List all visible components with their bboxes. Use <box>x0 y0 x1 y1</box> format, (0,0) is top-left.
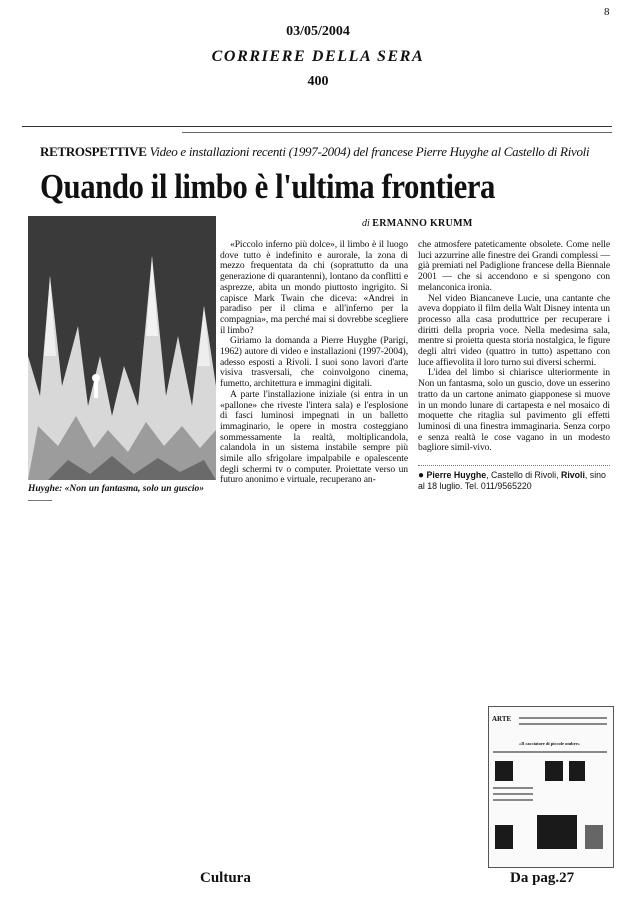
byline-author: ERMANNO KRUMM <box>372 218 473 229</box>
article-photo <box>28 216 216 480</box>
thumbnail-section: ARTE <box>492 715 512 723</box>
paragraph: che atmosfere pateticamente obsolete. Come nelle luci azzurrine alle finestre dei Grandi complessi — già premiati nel Padiglione francese della Biennale 2001 — che si accendono e si spengono con melanconica ironia. <box>418 239 610 293</box>
thumbnail-text-line <box>493 793 533 795</box>
paragraph: L'idea del limbo si chiarisce ulteriormente in Non un fantasma, solo un guscio, dove un esserino tratto da un cartone animato giapponese si muove in un mondo lunare di cartapesta e nel mosaico di moquette che ritaglia sul pavimento gli effetti luminosi di una finestra immaginaria. Senza corpo e senza realtà le cose vagano in un modesto bagliore simil-vivo. <box>418 367 610 454</box>
info-rule <box>418 465 610 466</box>
thumbnail-image <box>495 825 513 849</box>
thumbnail-text-line <box>519 717 607 719</box>
thumbnail-text-line <box>493 799 533 801</box>
thumbnail-image <box>545 761 563 781</box>
kicker-description: Video e installazioni recenti (1997-2004) del francese Pierre Huyghe al Castello di Rivoli <box>149 144 590 159</box>
thumbnail-headline: «Il cacciatore di piccole ombre» <box>519 741 580 746</box>
info-details: , sino al 18 luglio. Tel. 011/9565220 <box>418 470 606 491</box>
paragraph: A parte l'installazione iniziale (si entra in un «pallone» che riveste l'intera sala) e l'esplosione di fasci luminosi impegnati in un balletto immaginario, le opere in mostra costeggiano sommessamente la realtà, moltiplicandola, calandola in un sistema instabile sempre più simile allo sfrigolare impalpabile e opalescente degli schermi tv o computer. Proiettate verso un futuro anonimo e virtuale, recuperano an- <box>220 388 408 486</box>
thumbnail-image <box>569 761 585 781</box>
footer-continued: Da pag.27 <box>510 870 575 886</box>
article-column-1 <box>220 240 408 486</box>
info-place: , Castello di Rivoli, <box>486 470 561 480</box>
newspaper-name: CORRIERE DELLA SERA <box>211 48 425 65</box>
page-number: 8 <box>604 6 610 18</box>
caption-rule <box>28 500 52 501</box>
byline <box>362 218 473 229</box>
publication-date: 03/05/2004 <box>286 24 350 39</box>
paragraph: Nel video Biancaneve Lucie, una cantante che aveva doppiato il film della Walt Disney intenta un processo alla casa produttrice per recuperare i diritti della propria voce. Nella medesima sala, mentre si proietta questa storia nostalgica, le figure degli altri video (quattro in tutto) aspettano con luce affievolita il loro turno sui diversi schermi. <box>418 292 610 368</box>
footer-section: Cultura <box>200 870 251 886</box>
photo-caption: Huyghe: «Non un fantasma, solo un guscio» <box>28 484 205 494</box>
kicker-label: RETROSPETTIVE <box>40 144 147 159</box>
top-rule-thin <box>182 132 612 133</box>
photo-artwork <box>28 216 216 480</box>
thumbnail-image <box>537 815 577 849</box>
info-artist: Pierre Huyghe <box>426 470 487 480</box>
article-column-2 <box>418 240 610 454</box>
paragraph: «Piccolo inferno più dolce», il limbo è il luogo dove tutto è indefinito e aurorale, la zona di mezzo frequentata da chi (soprattutto da una generazione di quarantenni), lontano da conflitti e asprezze, abita un mondo piuttosto ingrigito. Si capisce Mark Twain che diceva: «Andrei in paradiso per il clima e all'inferno per la compagnia», ma perché mai si dovrebbe scegliere il limbo? <box>220 239 408 336</box>
thumbnail-text-line <box>519 723 607 725</box>
article-headline: Quando il limbo è l'ultima frontiera <box>40 167 496 206</box>
thumbnail-text-line <box>493 787 533 789</box>
byline-prefix: di <box>362 218 370 229</box>
article-kicker <box>40 144 620 160</box>
page-thumbnail <box>488 706 614 868</box>
thumbnail-text-line <box>493 751 607 753</box>
bullet-icon: ● <box>418 470 425 481</box>
issue-number: 400 <box>307 74 329 89</box>
info-city: Rivoli <box>560 470 585 480</box>
exhibition-info <box>418 470 610 492</box>
top-rule <box>22 126 612 127</box>
thumbnail-image <box>495 761 513 781</box>
thumbnail-image <box>585 825 603 849</box>
paragraph: Giriamo la domanda a Pierre Huyghe (Parigi, 1962) autore di video e installazioni (1997-2004), adesso esposti a Rivoli. I suoi sono lavori d'arte visiva trasversali, che coinvolgono cinema, fumetto, architettura e immagini digitali. <box>220 335 408 390</box>
